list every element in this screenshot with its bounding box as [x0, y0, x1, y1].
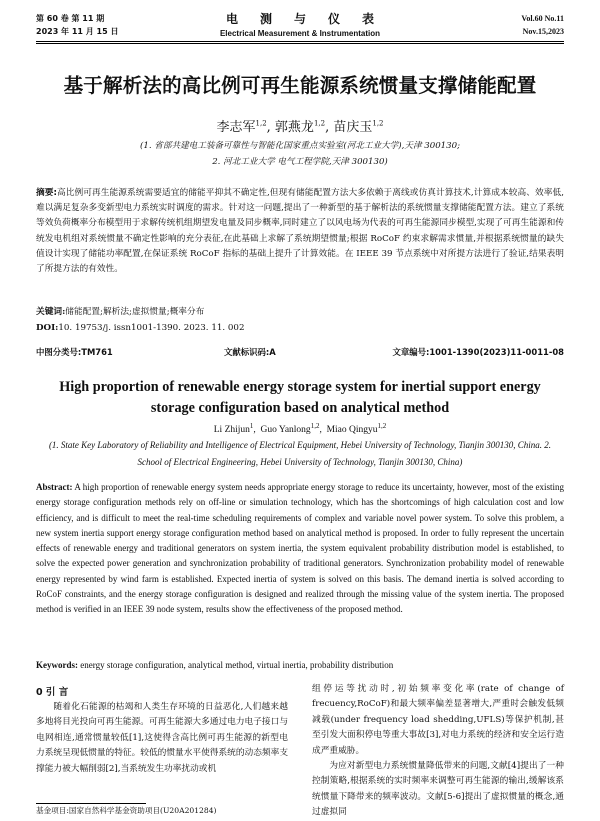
- header-date: 2023 年 11 月 15 日: [36, 27, 119, 36]
- funding-footnote: 基金项目:国家自然科学基金资助项目(U20A201284): [36, 806, 217, 815]
- affiliation-cn-1: (1. 省部共建电工装备可靠性与智能化国家重点实验室(河北工业大学),天津 300130;: [140, 141, 460, 151]
- header-date-en: Nov.15,2023: [522, 27, 564, 36]
- article-no-label: 文章编号:: [392, 347, 430, 357]
- clc-value: TM761: [81, 347, 113, 357]
- keywords-cn-text: 储能配置;解析法;虚拟惯量;概率分布: [65, 307, 205, 317]
- author-name: 李志军: [216, 120, 256, 135]
- abstract-en-text: A high proportion of renewable energy system needs appropriate energy storage to reduce its uncertainty, however, most of the existing energy storage configuration methods rely on off-line or simulation technology, which has the shortcomings of high calculation cost and low efficiency, and is difficult to meet the real-time scheduling requirements of complex and variable novel power system. To solve this problem, a new system inertia support energy storage configuration method based on analytical method is proposed. In order to fully represent the uncertain effects of renewable energy and traditional generators on system inertia, the system equivalent probability distribution model is established, to solve the expected power generation and synchronization probability of traditional generators. Synchronization probability model of renewable energy represented by wind farm is established. Expected inertia of system is solved on this basis. The demand inertia is solved according to RoCoF constraints, and the energy storage configuration is designed and realized through the missing value of the system inertia. The proposed method is verified in an IEEE 39 node system, results show the effectiveness of the proposed method.: [36, 482, 564, 615]
- doc-code-value: A: [269, 347, 276, 357]
- author-affil-mark: 1,2: [255, 119, 267, 128]
- author-affil-mark: 1,2: [310, 422, 320, 430]
- classification-line: [36, 346, 564, 358]
- doi-value: 10. 19753/j. issn1001-1390. 2023. 11. 002: [58, 323, 245, 333]
- journal-title-cn: 电测与仪表: [225, 12, 396, 26]
- paper-title-en: High proportion of renewable energy storage system for inertial support energy storage configuration based on analytical method: [59, 379, 541, 416]
- author-affil-mark: 1,2: [377, 422, 387, 430]
- author-name-en: Miao Qingyu: [326, 425, 378, 436]
- keywords-en-text: energy storage configuration, analytical method, virtual inertia, probability distribution: [80, 660, 394, 670]
- author-name: 郭燕龙: [274, 120, 314, 135]
- author-list-en: Li Zhijun$^1$, Guo Yanlong$^{1,2}$, Miao Qingyu$^{1,2}$: [213, 422, 387, 436]
- abstract-cn-label: 摘要:: [36, 188, 57, 198]
- footnote-rule: [36, 803, 146, 804]
- doi-label: DOI:: [36, 323, 59, 333]
- keywords-cn: [36, 305, 564, 319]
- abstract-cn: [36, 186, 564, 277]
- header-volume: 第 60 卷 第 11 期: [36, 14, 105, 23]
- affiliation-cn-2: 2. 河北工业大学 电气工程学院,天津 300130): [212, 157, 388, 167]
- running-header-center: [0, 10, 600, 38]
- author-affil-mark: 1,2: [372, 119, 384, 128]
- intro-paragraph: 为应对新型电力系统惯量降低带来的问题,文献[4]提出了一种控制策略,根据系统的实时频率来调整可再生能源的输出,缓解该系统惯量下降带来的频率波动。文献[5-6]提出了虚拟惯量的概念,通过虚拟同: [312, 761, 564, 818]
- header-rule: [36, 41, 564, 42]
- clc-label: 中图分类号:: [36, 347, 82, 357]
- intro-right-column: [312, 682, 564, 821]
- running-header-right: [521, 12, 564, 38]
- paper-title-cn: 基于解析法的高比例可再生能源系统惯量支撑储能配置: [63, 74, 537, 97]
- author-name-en: Guo Yanlong: [260, 425, 311, 436]
- intro-left-column: 随着化石能源的枯竭和人类生存环境的日益恶化,人们越来越多地将目光投向可再生能源。可再生能源大多通过电力电子接口与电网相连,通常惯量较低[1],这使得含高比例可再生能源的新型电力系统呈现低惯量的特征。较低的惯量水平使得系统的动态频率支撑能力被大幅削弱[2],当系统发生功率扰动或机: [36, 702, 288, 774]
- keywords-cn-label: 关键词:: [36, 307, 66, 317]
- article-no-value: 1001-1390(2023)11-0011-08: [429, 347, 564, 357]
- doc-code-label: 文献标识码:: [224, 347, 270, 357]
- keywords-en: [36, 660, 564, 670]
- abstract-cn-text: 高比例可再生能源系统需要适宜的储能平抑其不确定性,但现有储能配置方法大多依赖于离线或仿真计算技术,计算成本较高、效率低,难以满足复杂多变新型电力系统实时调度的需求。针对这一问题,提出了一种新型的基于解析法的系统惯量支撑储能配置方法。建立了系统等效负荷概率分布模型用于求解传统机组期望发电量及同步概率,同时建立了以风电场为代表的可再生能源同步模型,实现了可再生能源和传统发电机组对系统惯量不确定性影响的充分表征,在此基础上求解了系统期望惯量;根据 RoCoF 约束求解需求惯量,并根据系统惯量的缺失值设计实现了储能功率配置,在保证系统 RoCoF 指标的基础上提升了计算效能。在 IEEE 39 节点系统中对所提方法进行了验证,结果表明了所提方法的有效性。: [36, 188, 564, 275]
- author-list-cn: 李志军$^{1,2}$, 郭燕龙$^{1,2}$, 苗庆玉$^{1,2}$: [216, 119, 384, 135]
- doi-line: [36, 321, 564, 335]
- abstract-en-label: Abstract:: [36, 482, 73, 492]
- author-affil-mark: 1: [249, 422, 254, 430]
- author-name: 苗庆玉: [333, 120, 373, 135]
- header-rule-thin: [36, 43, 564, 44]
- author-name-en: Li Zhijun: [213, 425, 250, 436]
- header-volume-en: Vol.60 No.11: [521, 14, 564, 23]
- section-heading-intro: 0 引 言: [36, 687, 69, 698]
- keywords-en-label: Keywords:: [36, 660, 78, 670]
- intro-paragraph: 组停运等扰动时,初始频率变化率(rate of change of frecuency,RoCoF)和最大频率偏差显著增大,严重时会触发低频减载(under frequency load shedding,UFLS)等保护机制,甚至引发大面积停电等重大事故[3],对电力系统的经济和安全运行造成严重威胁。: [312, 684, 564, 756]
- author-affil-mark: 1,2: [313, 119, 326, 128]
- affiliations-en: (1. State Key Laboratory of Reliability and Intelligence of Electrical Equipment, Hebei University of Technology, Tianjin 300130, China. 2. School of Electrical Engineering, Hebei University of Technology, Tianjin 300130, China): [48, 440, 552, 467]
- journal-title-en: Electrical Measurement & Instrumentation: [219, 29, 381, 38]
- abstract-en: [36, 480, 564, 618]
